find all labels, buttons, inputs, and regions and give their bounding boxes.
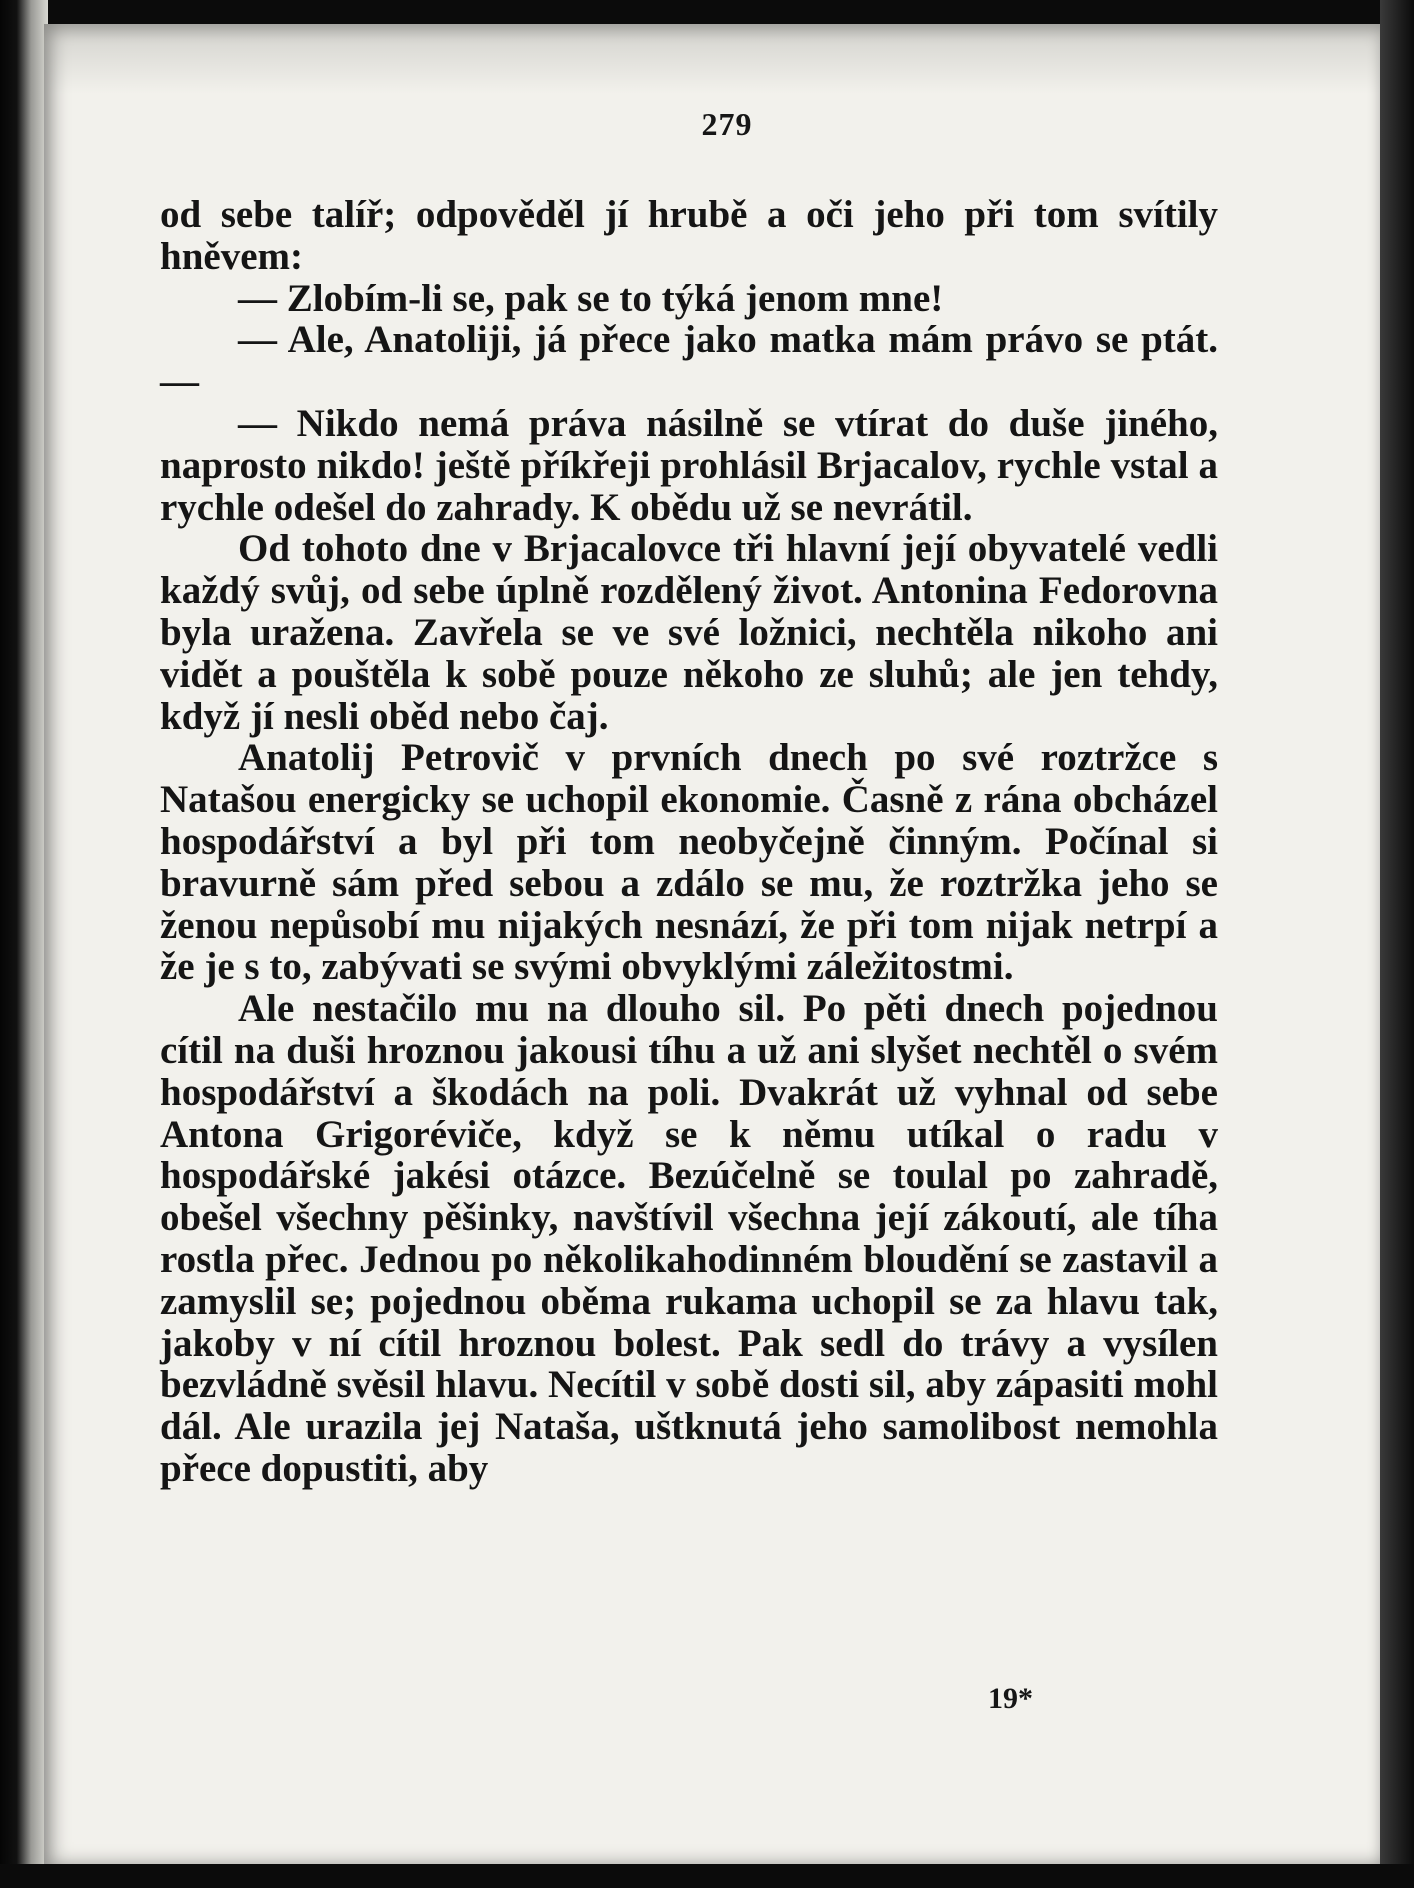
paragraph-4: — Nikdo nemá práva násilně se vtírat do duše jiného, naprosto nikdo! ještě příkřeji prohlásil Brjacalov, rychle vstal a rychle odešel do zahrady. K obědu už se nevrátil.: [160, 401, 1218, 529]
binding-edge: [0, 0, 48, 1888]
paragraph-3: — Ale, Anatoliji, já přece jako matka mám právo se ptát. —: [160, 318, 1218, 404]
printer-signature: 19*: [988, 1682, 1033, 1715]
page-number: 279: [701, 106, 753, 142]
paragraph-6: Anatolij Petrovič v prvních dnech po své roztržce s Natašou energicky se uchopil ekonomie. Časně z rána obcházel hospodářství a byl při tom neobyčejně činným. Počínal si bravurně sám před sebou a zdálo se mu, že roztržka jeho se ženou nepůsobí mu nijakých nesnází, že při tom nijak netrpí a že je s to, zabývati se svými obvyklými záležitostmi.: [160, 736, 1218, 989]
body-text: [160, 194, 1218, 1490]
book-page: [44, 24, 1380, 1864]
bottom-scan-border: [0, 1864, 1414, 1888]
page-top-shading: [44, 24, 1380, 94]
paragraph-5: Od tohoto dne v Brjacalovce tři hlavní její obyvatelé vedli každý svůj, od sebe úplně rozdělený život. Antonina Fedorovna byla uražena. Zavřela se ve své ložnici, nechtěla nikoho ani vidět a pouštěla k sobě pouze někoho ze sluhů; ale jen tehdy, když jí nesli oběd nebo čaj.: [160, 527, 1218, 738]
paragraph-7: Ale nestačilo mu na dlouho sil. Po pěti dnech pojednou cítil na duši hroznou jakousi tíhu a už ani slyšet nechtěl o svém hospodářství a škodách na poli. Dvakrát už vyhnal od sebe Antona Grigoréviče, když se k němu utíkal o radu v hospodářské jakési otázce. Bezúčelně se toulal po zahradě, obešel všechny pěšinky, navštívil všechna její zákoutí, ale tíha rostla přec. Jednou po několikahodinném bloudění se zastavil a zamyslil se; pojednou oběma rukama uchopil se za hlavu tak, jakoby v ní cítil hroznou bolest. Pak sedl do trávy a vysílen bezvládně svěsil hlavu. Necítil v sobě dosti sil, aby zápasiti mohl dál. Ale urazila jej Nataša, uštknutá jeho samolibost nemohla přece dopustiti, aby: [160, 987, 1218, 1490]
paragraph-1: od sebe talíř; odpověděl jí hrubě a oči jeho při tom svítily hněvem:: [160, 193, 1218, 278]
paragraph-2: — Zlobím-li se, pak se to týká jenom mne!: [238, 276, 944, 320]
right-scan-border: [1380, 0, 1414, 1888]
